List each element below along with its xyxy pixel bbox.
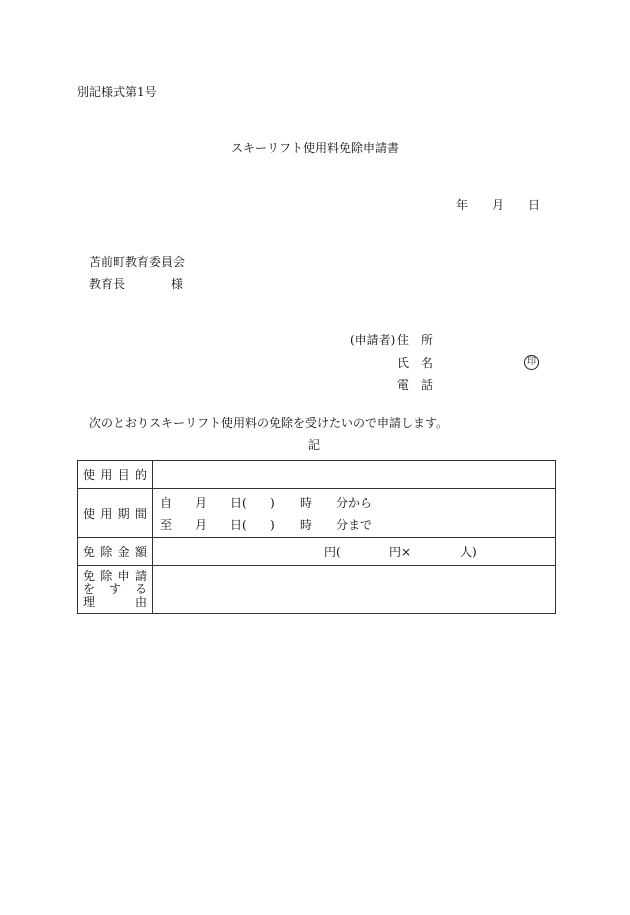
date-month-label: 月 [492, 198, 505, 212]
period-label-char-4: 間 [134, 506, 147, 521]
purpose-input-cell[interactable] [153, 461, 556, 489]
amount-input-cell[interactable] [153, 538, 556, 566]
reason-label-char-4: 請 [134, 569, 147, 583]
period-input-cell[interactable] [153, 489, 556, 538]
period-from-month: 月 [195, 496, 208, 510]
applicant-prefix: (申請者) [350, 333, 396, 347]
period-row [78, 489, 556, 538]
period-to-month: 月 [195, 518, 208, 532]
period-to-day-close: ) [270, 518, 275, 532]
period-to-minute: 分まで [336, 518, 373, 532]
period-from-minute: 分から [336, 496, 373, 510]
reason-row [78, 566, 556, 614]
amount-label-cell [78, 538, 153, 566]
period-label-char-1: 使 [83, 506, 96, 521]
purpose-label-cell [78, 461, 153, 489]
reason-label-char-3: 申 [117, 569, 130, 583]
reason-label-char-2: 除 [100, 569, 113, 583]
phone-label-char-2: 話 [421, 378, 434, 392]
address-label-char-2: 所 [421, 333, 434, 347]
seal-mark: 印 [524, 355, 539, 370]
amount-yen-open: 円( [324, 545, 341, 559]
amount-label-char-2: 除 [100, 545, 113, 559]
period-label-char-3: 期 [117, 506, 130, 521]
address-label-char-1: 住 [397, 333, 410, 347]
addressee-title: 教育長 [89, 277, 126, 291]
reason-label-char-5: を [83, 582, 96, 596]
purpose-label-char-3: 目 [117, 468, 130, 482]
purpose-label-char-1: 使 [83, 468, 96, 482]
period-to-hour: 時 [300, 518, 313, 532]
name-label-char-2: 名 [421, 356, 434, 370]
phone-label-char-1: 電 [397, 378, 410, 392]
name-label-char-1: 氏 [397, 356, 410, 370]
form-number: 別記様式第1号 [77, 85, 157, 99]
period-to-prefix: 至 [160, 518, 173, 532]
period-label-char-2: 用 [100, 506, 113, 521]
application-statement: 次のとおりスキーリフト使用料の免除を受けたいので申請します。 [89, 416, 449, 430]
purpose-label-char-4: 的 [134, 468, 147, 482]
reason-label-char-6: す [108, 582, 121, 596]
application-table [77, 460, 556, 614]
period-label-cell [78, 489, 153, 538]
period-to-day-open: 日( [230, 518, 247, 532]
amount-persons: 人) [460, 545, 477, 559]
reason-label-cell [78, 566, 153, 614]
purpose-label-char-2: 用 [100, 468, 113, 482]
amount-row [78, 538, 556, 566]
form-title: スキーリフト使用料免除申請書 [231, 141, 400, 155]
period-from-day-open: 日( [230, 496, 247, 510]
amount-label-char-1: 免 [83, 545, 96, 559]
addressee-honorific: 様 [171, 277, 184, 291]
purpose-row [78, 461, 556, 489]
amount-label-char-3: 金 [117, 545, 130, 559]
addressee-organization: 苫前町教育委員会 [89, 255, 186, 269]
period-from-hour: 時 [300, 496, 313, 510]
period-from-day-close: ) [270, 496, 275, 510]
amount-label-char-4: 額 [134, 545, 147, 559]
amount-unit-yen: 円× [389, 545, 412, 559]
date-day-label: 日 [528, 198, 541, 212]
period-from-prefix: 自 [160, 496, 173, 510]
reason-input-cell[interactable] [153, 566, 556, 614]
ki-heading: 記 [308, 438, 321, 452]
reason-label-char-8: 理 [83, 595, 96, 609]
reason-label-char-7: る [134, 582, 147, 596]
reason-label-char-1: 免 [83, 569, 96, 583]
reason-label-char-9: 由 [134, 595, 147, 609]
date-year-label: 年 [456, 198, 469, 212]
